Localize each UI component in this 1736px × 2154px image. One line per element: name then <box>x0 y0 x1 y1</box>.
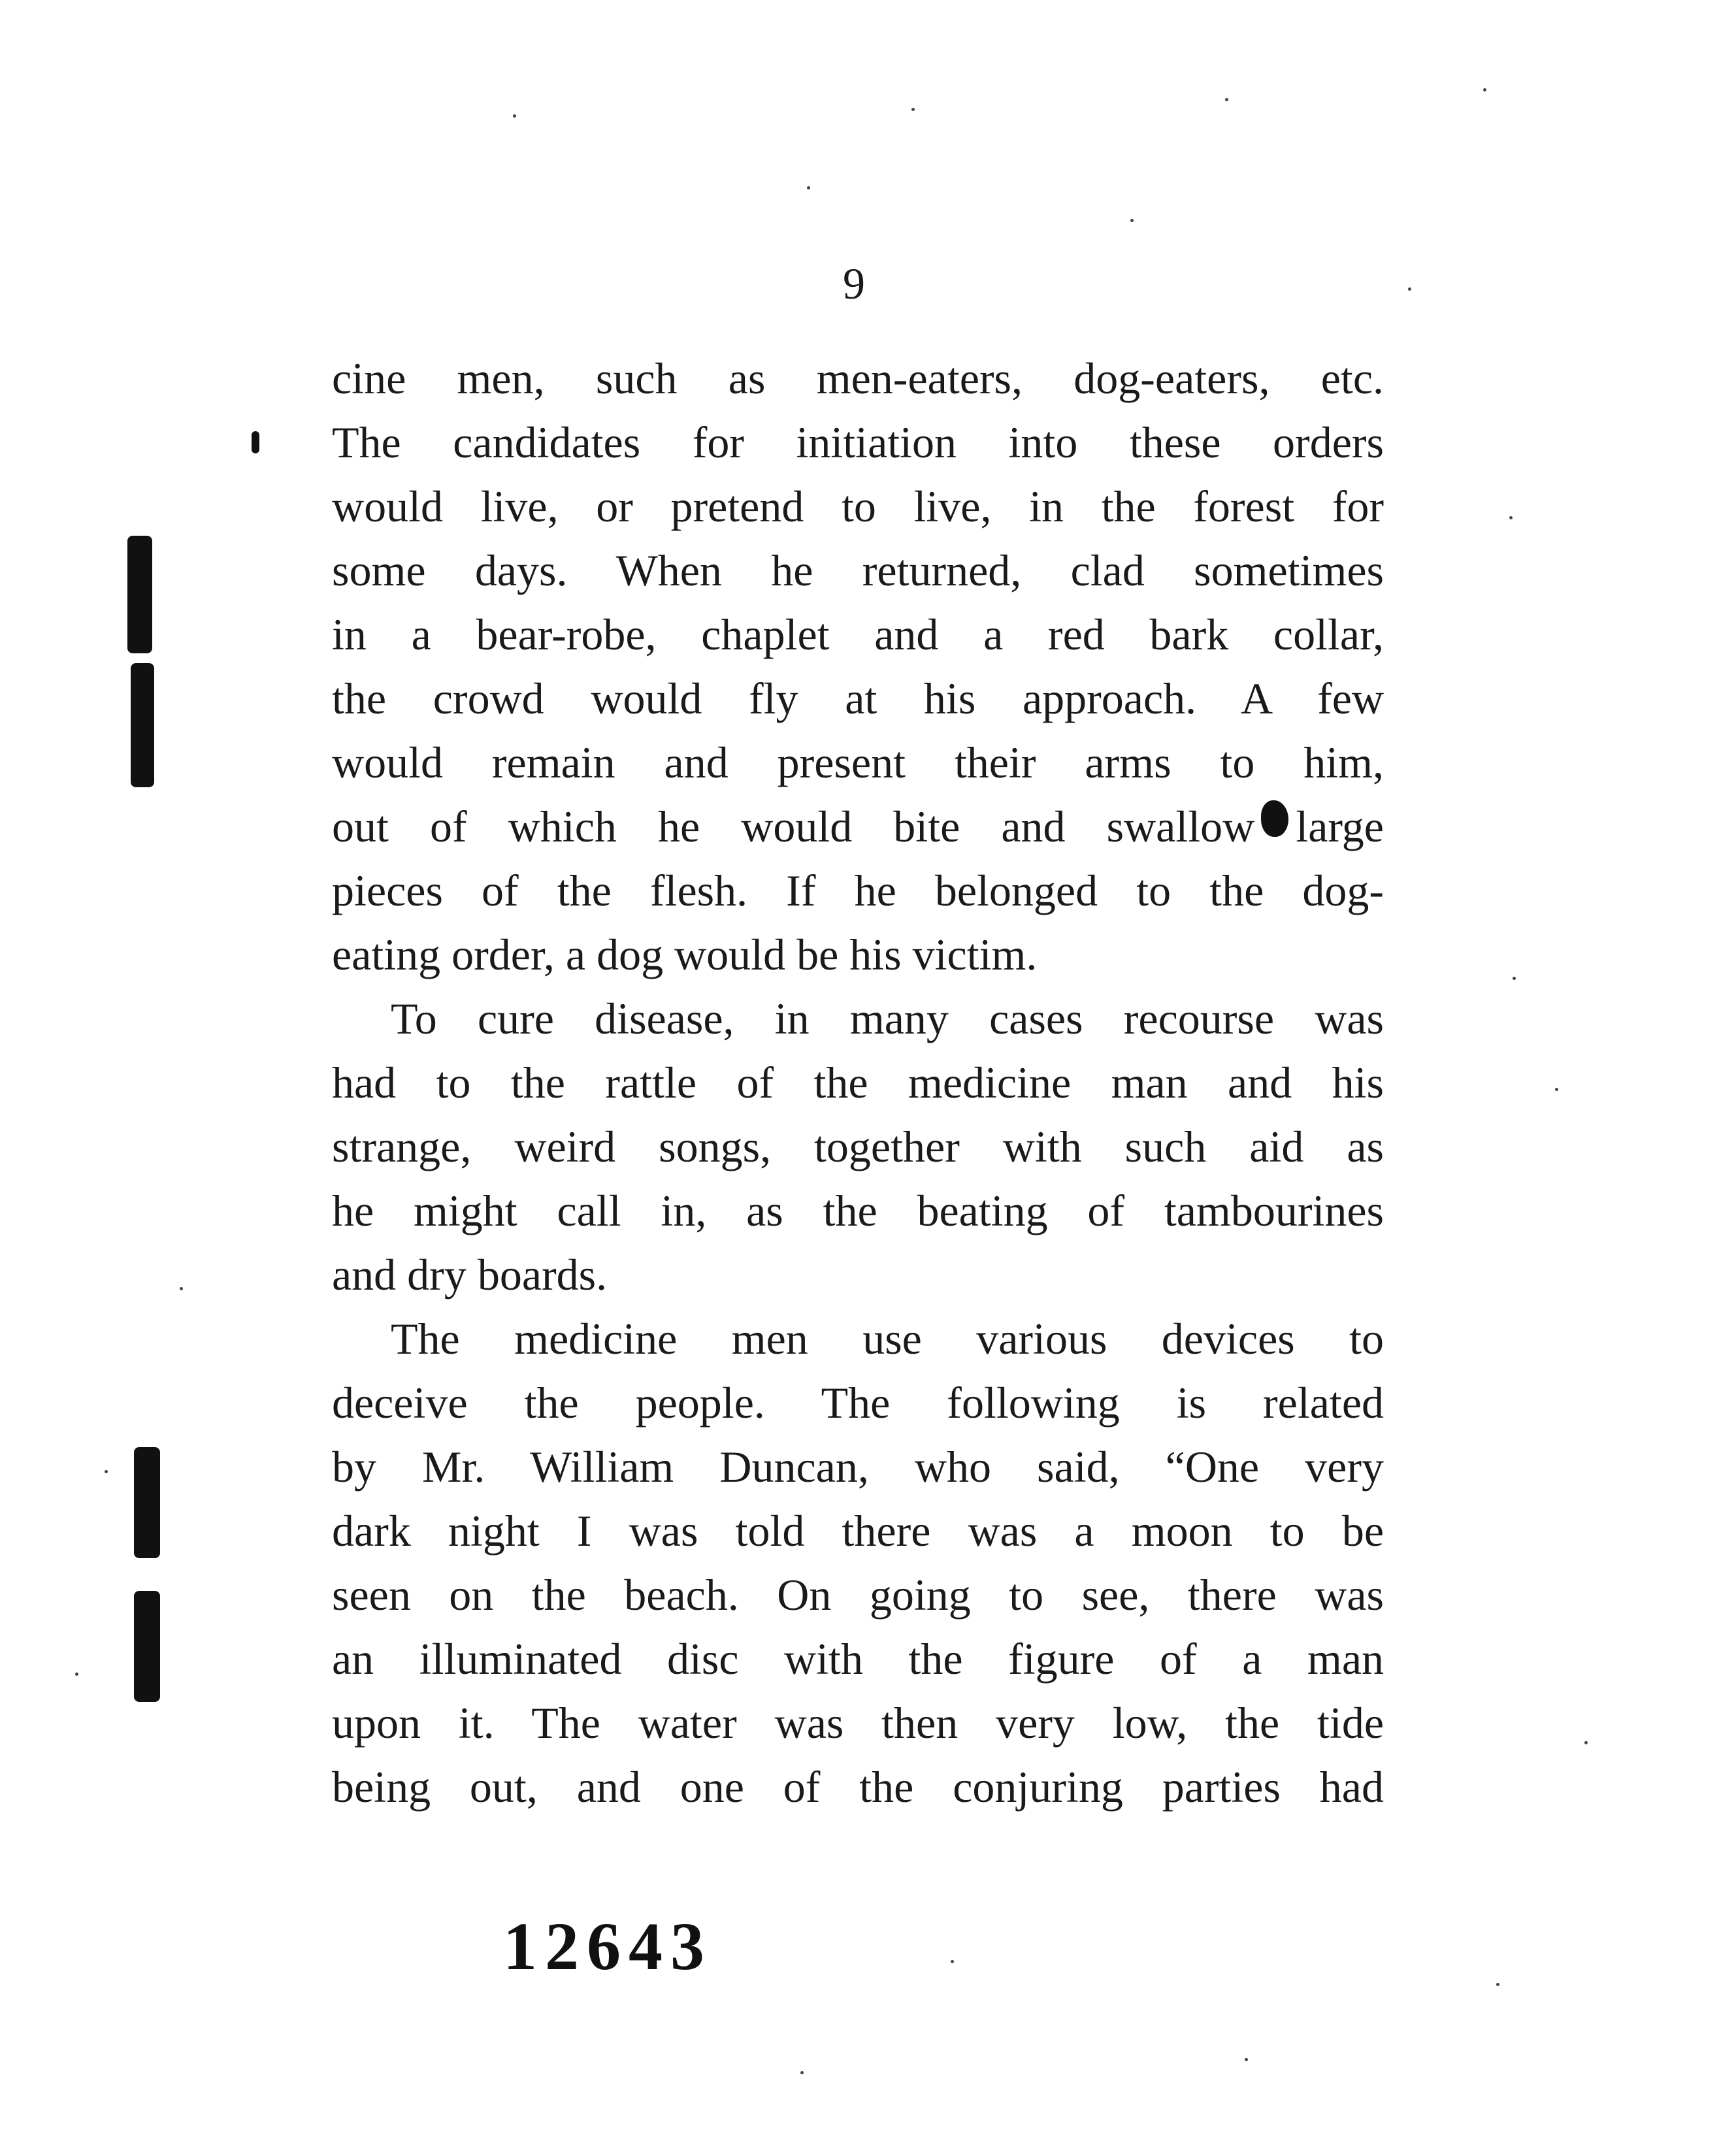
speck <box>1408 287 1411 291</box>
text-line: by Mr. William Duncan, who said, “One very <box>332 1442 1384 1492</box>
text-line: cine men, such as men-eaters, dog-eaters, etc. <box>332 353 1384 403</box>
text-line: The medicine men use various devices to <box>391 1314 1384 1363</box>
speck <box>1225 98 1228 101</box>
text-line: strange, weird songs, together with such aid as <box>332 1122 1384 1171</box>
text-line: and dry boards. <box>332 1250 608 1299</box>
speck <box>1245 2058 1248 2061</box>
paragraph <box>332 346 1384 987</box>
speck <box>1130 219 1134 222</box>
text-line: in a bear-robe, chaplet and a red bark collar, <box>332 610 1384 659</box>
speck <box>513 114 516 118</box>
speck <box>1483 88 1486 91</box>
binding-mark <box>134 1447 160 1558</box>
text-line: out of which he would bite and swallow large <box>332 802 1384 851</box>
text-line: dark night I was told there was a moon to be <box>332 1506 1384 1556</box>
paragraph <box>332 987 1384 1307</box>
speck <box>807 186 810 189</box>
speck <box>105 1470 108 1473</box>
binding-mark <box>134 1591 160 1702</box>
body-text <box>332 346 1384 1819</box>
text-line: would remain and present their arms to him, <box>332 738 1384 787</box>
speck <box>1509 516 1513 519</box>
binding-mark <box>127 536 152 653</box>
paragraph <box>332 1307 1384 1819</box>
speck <box>75 1673 78 1676</box>
text-line: upon it. The water was then very low, the tide <box>332 1698 1384 1748</box>
text-line: The candidates for initiation into these orders <box>332 417 1384 467</box>
text-line: the crowd would fly at his approach. A few <box>332 674 1384 723</box>
binding-mark <box>252 431 259 453</box>
speck <box>911 108 915 111</box>
text-line: he might call in, as the beating of tambourines <box>332 1186 1384 1235</box>
speck <box>951 1960 954 1963</box>
speck <box>800 2071 804 2074</box>
text-line: would live, or pretend to live, in the forest for <box>332 481 1384 531</box>
text-line: deceive the people. The following is related <box>332 1378 1384 1428</box>
text-line: an illuminated disc with the figure of a man <box>332 1634 1384 1684</box>
text-line: pieces of the flesh. If he belonged to the dog- <box>332 866 1384 915</box>
text-line: being out, and one of the conjuring parties had <box>332 1762 1384 1812</box>
text-line: eating order, a dog would be his victim. <box>332 930 1038 979</box>
speck <box>1584 1741 1588 1744</box>
text-line: To cure disease, in many cases recourse was <box>391 994 1384 1043</box>
text-line: seen on the beach. On going to see, there was <box>332 1570 1384 1620</box>
speck <box>1555 1088 1558 1091</box>
speck <box>1496 1983 1499 1986</box>
text-line: had to the rattle of the medicine man and his <box>332 1058 1384 1107</box>
page-number: 9 <box>843 259 865 308</box>
text-line: some days. When he returned, clad sometimes <box>332 546 1384 595</box>
speck <box>180 1287 183 1290</box>
catalog-number-stamp: 12643 <box>503 1909 712 1984</box>
binding-mark <box>131 663 154 787</box>
speck <box>1513 977 1516 980</box>
